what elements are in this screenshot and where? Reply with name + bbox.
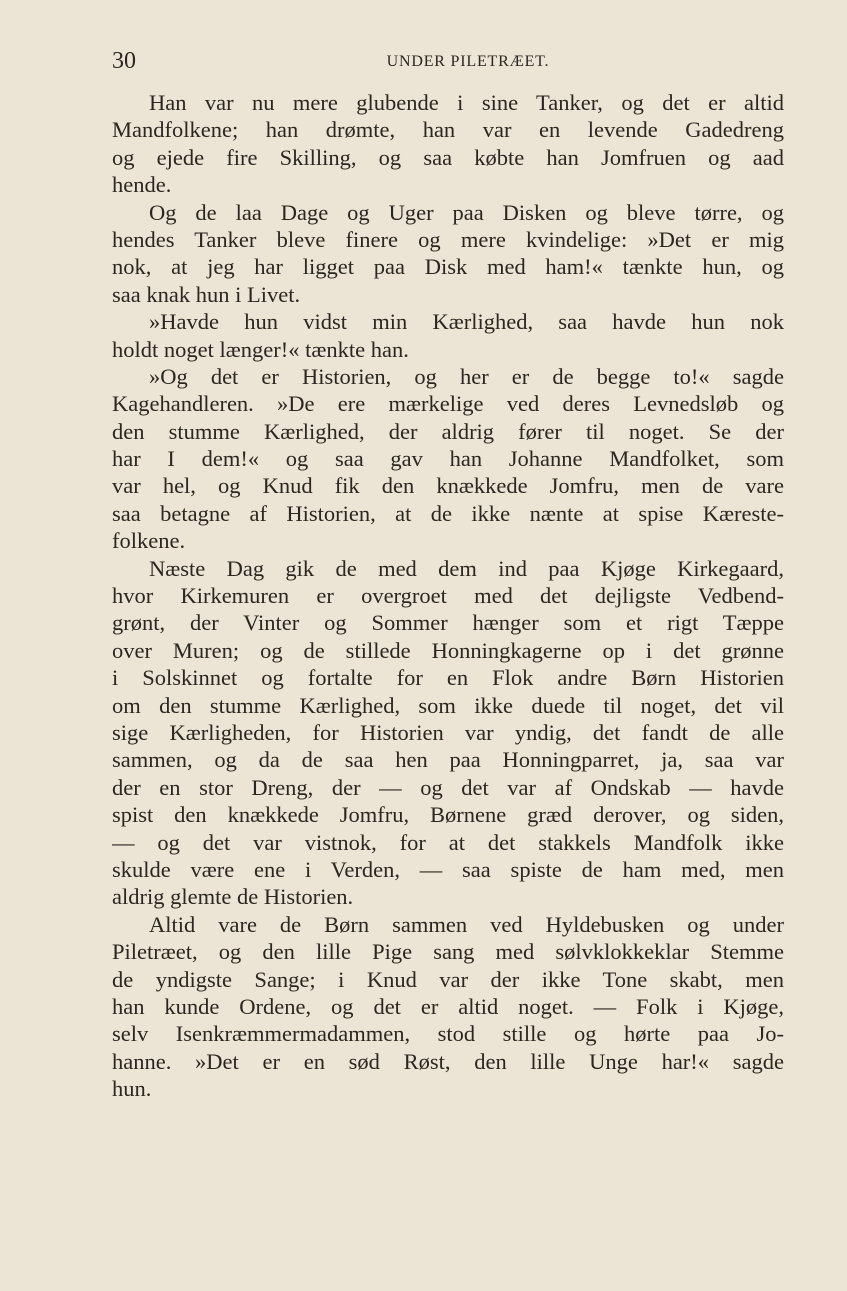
text-line: »Havde hun vidst min Kærlighed, saa havde hun nok xyxy=(149,309,784,335)
text-line: spist den knækkede Jomfru, Børnene græd derover, og siden, xyxy=(112,802,784,828)
text-line: var hel, og Knud fik den knækkede Jomfru, men de vare xyxy=(112,473,784,499)
text-line: Kagehandleren. »De ere mærkelige ved deres Levnedsløb og xyxy=(112,391,784,417)
text-line: der en stor Dreng, der — og det var af Ondskab — havde xyxy=(112,774,784,800)
text-line: de yndigste Sange; i Knud var der ikke Tone skabt, men xyxy=(112,966,784,992)
text-line: hendes Tanker bleve finere og mere kvindelige: »Det er mig xyxy=(112,226,784,252)
text-line: sige Kærligheden, for Historien var yndig, det fandt de alle xyxy=(112,719,784,745)
text-line: »Og det er Historien, og her er de begge to!« sagde xyxy=(149,363,784,389)
text-line: hanne. »Det er en sød Røst, den lille Unge har!« sagde xyxy=(112,1048,784,1074)
text-line: Han var nu mere glubende i sine Tanker, og det er altid xyxy=(149,90,784,115)
running-head xyxy=(112,48,784,74)
text-line: har I dem!« og saa gav han Johanne Mandfolket, som xyxy=(112,446,784,472)
text-line: den stumme Kærlighed, der aldrig fører til noget. Se der xyxy=(112,418,784,444)
text-line: hende. xyxy=(112,172,172,198)
text-line: folkene. xyxy=(112,528,186,554)
text-line: sammen, og da de saa hen paa Honningparret, ja, saa var xyxy=(112,747,784,773)
text-line: Piletræet, og den lille Pige sang med sølvklokkeklar Stemme xyxy=(112,939,784,965)
text-line: Mandfolkene; han drømte, han var en levende Gadedreng xyxy=(112,117,784,143)
text-line: grønt, der Vinter og Sommer hænger som et rigt Tæppe xyxy=(112,610,784,636)
text-line: om den stumme Kærlighed, som ikke duede til noget, det vil xyxy=(112,692,784,718)
text-line: holdt noget længer!« tænkte han. xyxy=(112,336,409,362)
text-line: Og de laa Dage og Uger paa Disken og bleve tørre, og xyxy=(149,199,784,225)
text-line: Næste Dag gik de med dem ind paa Kjøge Kirkegaard, xyxy=(149,555,784,581)
text-line: — og det var vistnok, for at det stakkels Mandfolk ikke xyxy=(112,829,784,855)
text-line: hvor Kirkemuren er overgroet med det dejligste Vedbend- xyxy=(112,583,784,609)
text-line: skulde være ene i Verden, — saa spiste de ham med, men xyxy=(112,856,784,882)
body-text xyxy=(112,89,784,1102)
text-line: saa betagne af Historien, at de ikke nænte at spise Kæreste- xyxy=(112,500,784,526)
text-line: nok, at jeg har ligget paa Disk med ham!« tænkte hun, og xyxy=(112,254,784,280)
text-line: hun. xyxy=(112,1076,152,1102)
text-line: i Solskinnet og fortalte for en Flok andre Børn Historien xyxy=(112,665,784,691)
text-line: han kunde Ordene, og det er altid noget. — Folk i Kjøge, xyxy=(112,993,784,1019)
text-line: aldrig glemte de Historien. xyxy=(112,884,354,910)
text-line: selv Isenkræmmermadammen, stod stille og hørte paa Jo- xyxy=(112,1021,784,1047)
text-line: over Muren; og de stillede Honningkagerne op i det grønne xyxy=(112,637,784,663)
running-title: UNDER PILETRÆET. xyxy=(386,53,550,70)
text-line: og ejede fire Skilling, og saa købte han Jomfruen og aad xyxy=(112,144,784,170)
text-line: saa knak hun i Livet. xyxy=(112,281,301,307)
page-number: 30 xyxy=(112,48,136,74)
text-line: Altid vare de Børn sammen ved Hyldebusken og under xyxy=(149,911,784,937)
